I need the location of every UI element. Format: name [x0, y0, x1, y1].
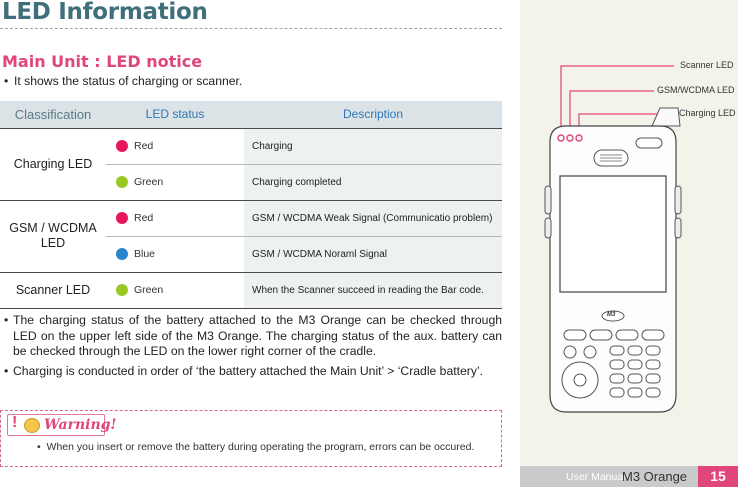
description-cell: When the Scanner succeed in reading the Bar code.	[244, 272, 502, 308]
paragraph-bullet: •	[4, 313, 9, 327]
warning-exclamation: !	[12, 414, 18, 431]
led-green-indicator	[116, 284, 128, 296]
paragraph-text: Charging is conducted in order of ‘the battery attached the Main Unit’ > ‘Cradle battery’.	[13, 364, 484, 378]
warning-badge	[7, 414, 117, 436]
gsm-wcdma-led-label: GSM/WCDMA LED	[657, 85, 735, 95]
status-text: Green	[134, 284, 164, 297]
warning-face-icon	[24, 418, 40, 433]
table-row	[0, 200, 502, 236]
table-row	[0, 272, 502, 308]
page-footer	[520, 466, 738, 487]
charging-order-paragraph	[4, 364, 502, 380]
classification-cell: Charging LED	[0, 128, 106, 200]
charging-led-label: Charging LED	[679, 108, 736, 118]
section-title: Main Unit : LED notice	[2, 52, 203, 71]
header-description: Description	[244, 101, 502, 128]
intro-line	[4, 74, 242, 89]
status-text: Red	[134, 212, 154, 225]
led-green-indicator	[116, 176, 128, 188]
charging-status-paragraph	[4, 313, 502, 360]
paragraph-text: The charging status of the battery attached to the M3 Orange can be checked through LED on the upper left side of the M3 Orange. The charging status of the aux. battery can be checked through the LED on the lower right corner of the cradle.	[13, 313, 502, 358]
status-cell	[106, 272, 244, 308]
title-divider	[0, 28, 502, 29]
page-number: 15	[698, 466, 738, 487]
status-text: Blue	[134, 248, 156, 261]
classification-cell: Scanner LED	[0, 272, 106, 308]
description-cell: GSM / WCDMA Noraml Signal	[244, 236, 502, 272]
led-red-indicator	[116, 140, 128, 152]
intro-bullet: •	[4, 74, 9, 88]
status-cell	[106, 164, 244, 200]
device-brand-logo: M3	[607, 312, 616, 318]
led-red-indicator	[116, 212, 128, 224]
page-title: LED Information	[2, 0, 208, 25]
status-cell	[106, 128, 244, 164]
device-screen	[560, 176, 666, 292]
classification-cell: GSM / WCDMA LED	[0, 200, 106, 272]
led-blue-indicator	[116, 248, 128, 260]
scanner-led-label: Scanner LED	[680, 60, 734, 70]
header-classification: Classification	[0, 101, 106, 128]
warning-message	[37, 441, 474, 453]
paragraph-bullet: •	[4, 364, 9, 378]
warning-bullet: •	[37, 441, 41, 453]
status-text: Green	[134, 176, 164, 189]
warning-text: When you insert or remove the battery during operating the program, errors can be occured.	[46, 441, 475, 453]
status-cell	[106, 200, 244, 236]
footer-model-name: M3 Orange	[622, 469, 688, 484]
led-table	[0, 101, 502, 309]
warning-label: Warning!	[44, 417, 117, 433]
status-cell	[106, 236, 244, 272]
warning-box	[0, 410, 502, 467]
status-text: Red	[134, 140, 154, 153]
intro-text: It shows the status of charging or scanner.	[14, 74, 243, 88]
description-cell: Charging completed	[244, 164, 502, 200]
header-led-status: LED status	[106, 101, 244, 128]
device-illustration-panel	[520, 0, 738, 487]
description-cell: Charging	[244, 128, 502, 164]
footer-manual-label: User Manual	[566, 471, 626, 483]
description-cell: GSM / WCDMA Weak Signal (Communicatio problem)	[244, 200, 502, 236]
table-row	[0, 128, 502, 164]
